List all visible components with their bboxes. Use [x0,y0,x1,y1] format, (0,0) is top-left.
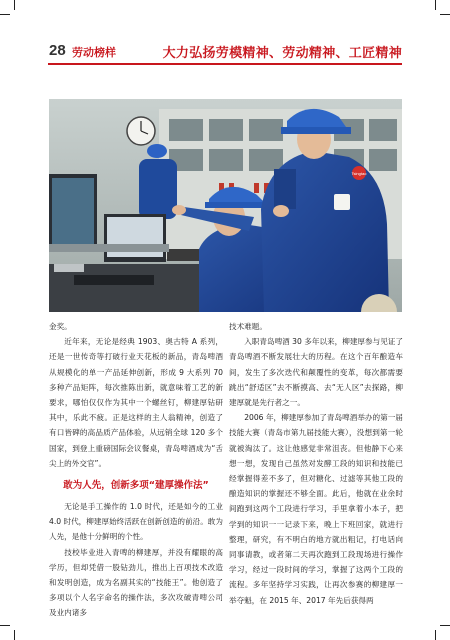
left-column [49,319,223,621]
running-title: 大力弘扬劳模精神、劳动精神、工匠精神 [162,46,402,61]
paragraph: 金奖。 [49,322,72,331]
page-number: 28 [49,42,66,59]
article-photo [49,99,402,312]
paragraph: 2006 年，柳建厚参加了青岛啤酒举办的第一届技能大赛（青岛市第九届技能大赛），没想到第一轮就被淘汰了。这让他感觉非常沮丧。但他静下心来想一想，发现自己虽然对发酵工段的知识和技能已经掌握得差不多了，但对糖化、过滤等其他工段的酿造知识的掌握还不够全面。此后，他就在业余时间跑到这两个工段进行学习，手里拿着小本子，把学到的知识一一记录下来，晚上下班回家，就进行整理，研究，有不明白的地方就出粗记，打电话向同事请教，或者第二天再次跑到工段现场进行操作学习，经过一段时间的学习，掌握了这两个工段的流程。多年坚持学习实践，让再次参赛的柳建厚一举夺魁，在 2015 年、2017 年先后获得两 [229,413,403,605]
crop-mark [440,625,450,626]
paragraph: 技校毕业进入青啤的柳建厚，并没有耀眼的高学历，但却凭借一股钻劲儿，推出上百项技术改造和发明创造，成为名副其实的“技能王”。他创造了多项以个人名字命名的操作法，多次攻破青啤公司及业内诸多 [49,547,223,618]
right-column [229,319,403,608]
section-label: 劳动榜样 [72,46,116,59]
paragraph: 技术难题。 [229,322,267,331]
crop-mark [14,630,15,640]
crop-mark [435,630,436,640]
subheading: 敢为人先，创新多项“建厚操作法” [63,480,209,492]
paragraph: 入职青岛啤酒 30 多年以来，柳建厚参与见证了青岛啤酒不断发展壮大的历程。在这个百年酿造车间，发生了多次迭代和颠覆性的变革，每次都需要跳出“舒适区”去不断摸高、去“无人区”去探路，柳建厚就是先行者之一。 [229,337,403,408]
crop-mark [440,14,450,15]
paragraph: 无论是手工操作的 1.0 时代，还是如今的工业 4.0 时代，柳建厚始终活跃在创新创造的前沿。敢为人先，是他十分鲜明的个性。 [49,502,223,542]
logo-badge-text: Tsingtao [351,171,367,176]
crop-mark [435,0,436,10]
header-rule [48,63,402,65]
crop-mark [0,625,10,626]
paragraph: 近年来，无论是经典 1903、奥古特 A 系列，还是一世传奇等打破行业天花板的新品，青岛啤酒从规模化的单一产品延伸创新，形成 9 大系列 70 多种产品矩阵，每次推陈出新，就意味着工艺的新要求，哪怕仅仅作为其中一个螺丝钉，柳建厚钻研其中，乐此不疲。正是这样的主人翁精神，创造了有口皆碑的高品质产品体验，从远销全球 120 多个国家，到登上重磅国际会议餐桌，青岛啤酒成为“舌尖上的外交官”。 [49,337,223,468]
crop-mark [0,14,10,15]
crop-mark [14,0,15,10]
